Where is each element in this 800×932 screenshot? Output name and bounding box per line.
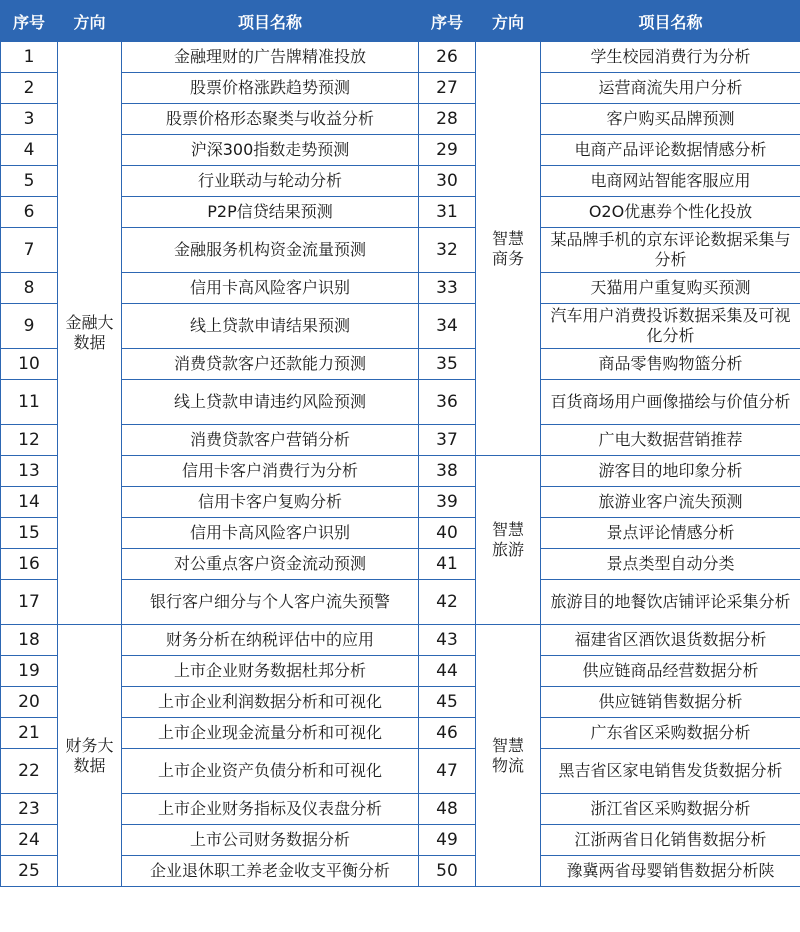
seq-cell: 11 [1,380,58,425]
seq-cell: 40 [419,518,476,549]
seq-cell: 19 [1,656,58,687]
seq-cell: 15 [1,518,58,549]
category-label: 金融大数据 [65,313,114,352]
seq-cell: 13 [1,456,58,487]
seq-cell: 7 [1,228,58,273]
seq-cell: 24 [1,825,58,856]
seq-cell: 12 [1,425,58,456]
project-name-cell: 客户购买品牌预测 [541,104,800,135]
seq-cell: 50 [419,856,476,887]
seq-cell: 25 [1,856,58,887]
seq-cell: 30 [419,166,476,197]
project-name-cell: 上市企业资产负债分析和可视化 [122,749,419,794]
project-name-cell: 黑吉省区家电销售发货数据分析 [541,749,800,794]
category-label: 智慧旅游 [492,520,525,559]
project-name-cell: 信用卡高风险客户识别 [122,518,419,549]
seq-cell: 46 [419,718,476,749]
project-name-cell: 福建省区酒饮退货数据分析 [541,625,800,656]
category-financial-affairs-bigdata [58,625,122,887]
header-name-2: 项目名称 [541,1,800,42]
seq-cell: 18 [1,625,58,656]
table-row [1,625,800,656]
category-smart-logistics [476,625,541,887]
project-name-cell: 金融理财的广告牌精准投放 [122,42,419,73]
category-label: 智慧物流 [492,735,525,775]
category-smart-commerce [476,42,541,456]
project-name-cell: 百货商场用户画像描绘与价值分析 [541,380,800,425]
project-name-cell: 供应链销售数据分析 [541,687,800,718]
project-name-cell: 上市公司财务数据分析 [122,825,419,856]
project-name-cell: 豫冀两省母婴销售数据分析陕 [541,856,800,887]
project-name-cell: 旅游业客户流失预测 [541,487,800,518]
category-label: 财务大数据 [65,735,114,775]
seq-cell: 8 [1,273,58,304]
project-name-cell: 信用卡客户复购分析 [122,487,419,518]
project-name-cell: 运营商流失用户分析 [541,73,800,104]
project-name-cell: 学生校园消费行为分析 [541,42,800,73]
project-name-cell: 消费贷款客户还款能力预测 [122,349,419,380]
seq-cell: 33 [419,273,476,304]
project-name-cell: 广电大数据营销推荐 [541,425,800,456]
category-label: 智慧商务 [492,228,525,268]
seq-cell: 44 [419,656,476,687]
seq-cell: 32 [419,228,476,273]
seq-cell: 23 [1,794,58,825]
seq-cell: 37 [419,425,476,456]
seq-cell: 5 [1,166,58,197]
header-direction-2: 方向 [476,1,541,42]
seq-cell: 3 [1,104,58,135]
project-name-cell: 浙江省区采购数据分析 [541,794,800,825]
project-name-cell: 汽车用户消费投诉数据采集及可视化分析 [541,304,800,349]
seq-cell: 20 [1,687,58,718]
project-name-cell: 供应链商品经营数据分析 [541,656,800,687]
project-name-cell: 行业联动与轮动分析 [122,166,419,197]
project-name-cell: 某品牌手机的京东评论数据采集与分析 [541,228,800,273]
header-direction: 方向 [58,1,122,42]
project-name-cell: 天猫用户重复购买预测 [541,273,800,304]
project-name-cell: 旅游目的地餐饮店铺评论采集分析 [541,580,800,625]
project-name-cell: 线上贷款申请违约风险预测 [122,380,419,425]
project-name-cell: 广东省区采购数据分析 [541,718,800,749]
project-name-cell: P2P信贷结果预测 [122,197,419,228]
header-row [1,1,800,42]
project-name-cell: 电商产品评论数据情感分析 [541,135,800,166]
project-name-cell: 游客目的地印象分析 [541,456,800,487]
seq-cell: 22 [1,749,58,794]
project-name-cell: 上市企业利润数据分析和可视化 [122,687,419,718]
seq-cell: 34 [419,304,476,349]
seq-cell: 28 [419,104,476,135]
seq-cell: 49 [419,825,476,856]
seq-cell: 31 [419,197,476,228]
seq-cell: 6 [1,197,58,228]
project-name-cell: 银行客户细分与个人客户流失预警 [122,580,419,625]
project-name-cell: 线上贷款申请结果预测 [122,304,419,349]
seq-cell: 16 [1,549,58,580]
seq-cell: 29 [419,135,476,166]
seq-cell: 36 [419,380,476,425]
seq-cell: 17 [1,580,58,625]
project-name-cell: 上市企业现金流量分析和可视化 [122,718,419,749]
project-name-cell: 消费贷款客户营销分析 [122,425,419,456]
seq-cell: 2 [1,73,58,104]
seq-cell: 9 [1,304,58,349]
seq-cell: 14 [1,487,58,518]
seq-cell: 1 [1,42,58,73]
project-name-cell: 企业退休职工养老金收支平衡分析 [122,856,419,887]
project-name-cell: 金融服务机构资金流量预测 [122,228,419,273]
project-name-cell: 江浙两省日化销售数据分析 [541,825,800,856]
table-row [1,42,800,73]
seq-cell: 10 [1,349,58,380]
seq-cell: 48 [419,794,476,825]
seq-cell: 45 [419,687,476,718]
seq-cell: 26 [419,42,476,73]
category-smart-tourism [476,456,541,625]
header-seq-2: 序号 [419,1,476,42]
project-name-cell: 上市企业财务数据杜邦分析 [122,656,419,687]
seq-cell: 38 [419,456,476,487]
project-name-cell: 财务分析在纳税评估中的应用 [122,625,419,656]
seq-cell: 39 [419,487,476,518]
seq-cell: 27 [419,73,476,104]
project-name-cell: 股票价格形态聚类与收益分析 [122,104,419,135]
project-name-cell: 股票价格涨跌趋势预测 [122,73,419,104]
project-name-cell: 信用卡高风险客户识别 [122,273,419,304]
header-name: 项目名称 [122,1,419,42]
project-name-cell: 商品零售购物篮分析 [541,349,800,380]
seq-cell: 47 [419,749,476,794]
project-name-cell: O2O优惠券个性化投放 [541,197,800,228]
header-seq: 序号 [1,1,58,42]
project-name-cell: 对公重点客户资金流动预测 [122,549,419,580]
seq-cell: 42 [419,580,476,625]
seq-cell: 4 [1,135,58,166]
seq-cell: 43 [419,625,476,656]
project-name-cell: 上市企业财务指标及仪表盘分析 [122,794,419,825]
project-name-cell: 景点评论情感分析 [541,518,800,549]
category-finance-bigdata [58,42,122,625]
project-name-cell: 信用卡客户消费行为分析 [122,456,419,487]
seq-cell: 21 [1,718,58,749]
project-name-cell: 景点类型自动分类 [541,549,800,580]
project-name-cell: 电商网站智能客服应用 [541,166,800,197]
project-name-cell: 沪深300指数走势预测 [122,135,419,166]
seq-cell: 41 [419,549,476,580]
seq-cell: 35 [419,349,476,380]
